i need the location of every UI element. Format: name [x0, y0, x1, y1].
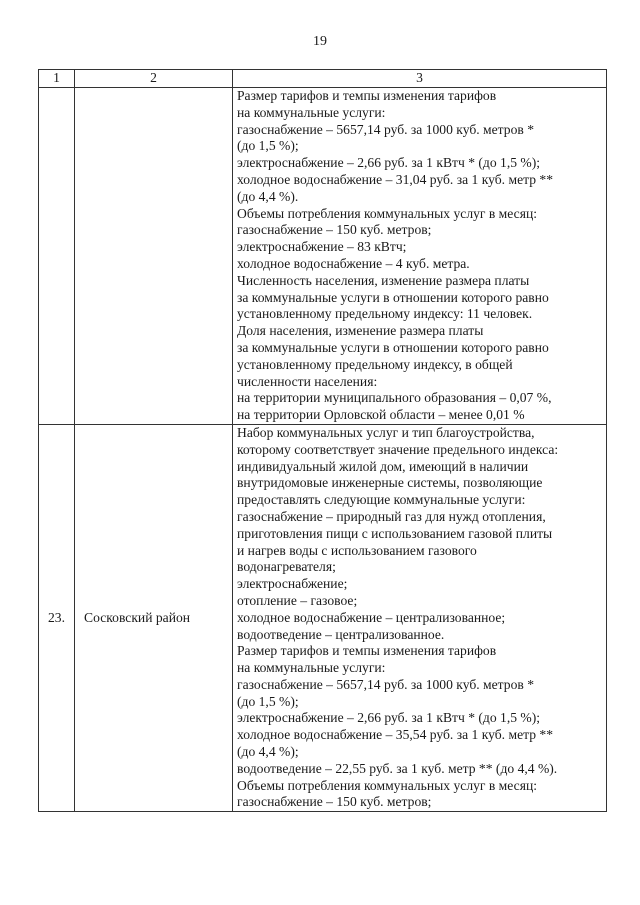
text-line: (до 1,5 %); — [237, 138, 299, 154]
table-row-continued — [39, 88, 607, 425]
text-line: Численность населения, изменение размера платы — [237, 272, 530, 288]
page-number: 19 — [313, 34, 327, 49]
text-line: установленному предельному индексу: 11 человек. — [237, 306, 533, 322]
text-line: водоотведение – централизованное. — [237, 626, 445, 642]
text-line: предоставлять следующие коммунальные услуги: — [237, 492, 526, 508]
text-line: холодное водоснабжение – централизованное; — [237, 609, 506, 625]
text-line: электроснабжение – 2,66 руб. за 1 кВтч * (до 1,5 %); — [237, 155, 541, 171]
text-line: численности населения: — [237, 373, 378, 389]
description-cell — [233, 88, 607, 425]
text-line: внутридомовые инженерные системы, позволяющие — [237, 475, 543, 491]
description-text — [233, 425, 606, 811]
district-cell — [75, 88, 233, 425]
text-line: приготовления пищи с использованием газовой плиты — [237, 525, 553, 541]
text-line: газоснабжение – 5657,14 руб. за 1000 куб. метров * — [237, 676, 534, 692]
text-line: газоснабжение – 5657,14 руб. за 1000 куб. метров * — [237, 121, 534, 137]
text-line: Набор коммунальных услуг и тип благоустройства, — [237, 424, 535, 440]
district-cell: Сосковский район — [75, 424, 233, 811]
header-col-3: 3 — [233, 70, 607, 88]
text-line: которому соответствует значение предельного индекса: — [237, 441, 559, 457]
text-line: за коммунальные услуги в отношении которого равно — [237, 339, 549, 355]
header-col-1: 1 — [39, 70, 75, 88]
text-line: индивидуальный жилой дом, имеющий в наличии — [237, 458, 529, 474]
text-line: холодное водоснабжение – 35,54 руб. за 1 куб. метр ** — [237, 727, 554, 743]
text-line: водоотведение – 22,55 руб. за 1 куб. метр ** (до 4,4 %). — [237, 760, 558, 776]
text-line: водонагревателя; — [237, 559, 336, 575]
text-line: отопление – газовое; — [237, 592, 358, 608]
row-number-cell — [39, 88, 75, 425]
text-line: (до 1,5 %); — [237, 693, 299, 709]
text-line: Объемы потребления коммунальных услуг в месяц: — [237, 777, 537, 793]
text-line: электроснабжение – 83 кВтч; — [237, 239, 407, 255]
table-row-23 — [39, 424, 607, 811]
text-line: и нагрев воды с использованием газового — [237, 542, 477, 558]
table-header-row — [39, 70, 607, 88]
text-line: Объемы потребления коммунальных услуг в месяц: — [237, 205, 537, 221]
description-text — [233, 88, 606, 424]
text-line: холодное водоснабжение – 4 куб. метра. — [237, 255, 470, 271]
tariff-table — [38, 69, 607, 812]
text-line: газоснабжение – 150 куб. метров; — [237, 222, 432, 238]
text-line: (до 4,4 %); — [237, 744, 299, 760]
text-line: на коммунальные услуги: — [237, 104, 386, 120]
text-line: на территории Орловской области – менее 0,01 % — [237, 407, 525, 423]
text-line: газоснабжение – природный газ для нужд отопления, — [237, 508, 546, 524]
row-number-cell: 23. — [39, 424, 75, 811]
text-line: газоснабжение – 150 куб. метров; — [237, 794, 432, 810]
text-line: установленному предельному индексу, в общей — [237, 356, 513, 372]
text-line: электроснабжение – 2,66 руб. за 1 кВтч * (до 1,5 %); — [237, 710, 541, 726]
text-line: электроснабжение; — [237, 576, 348, 592]
text-line: Размер тарифов и темпы изменения тарифов — [237, 643, 497, 659]
text-line: за коммунальные услуги в отношении которого равно — [237, 289, 549, 305]
text-line: Доля населения, изменение размера платы — [237, 323, 484, 339]
text-line: на коммунальные услуги: — [237, 660, 386, 676]
text-line: Размер тарифов и темпы изменения тарифов — [237, 88, 497, 103]
description-cell — [233, 424, 607, 811]
text-line: на территории муниципального образования – 0,07 %, — [237, 390, 552, 406]
header-col-2: 2 — [75, 70, 233, 88]
text-line: холодное водоснабжение – 31,04 руб. за 1 куб. метр ** — [237, 171, 554, 187]
text-line: (до 4,4 %). — [237, 188, 299, 204]
